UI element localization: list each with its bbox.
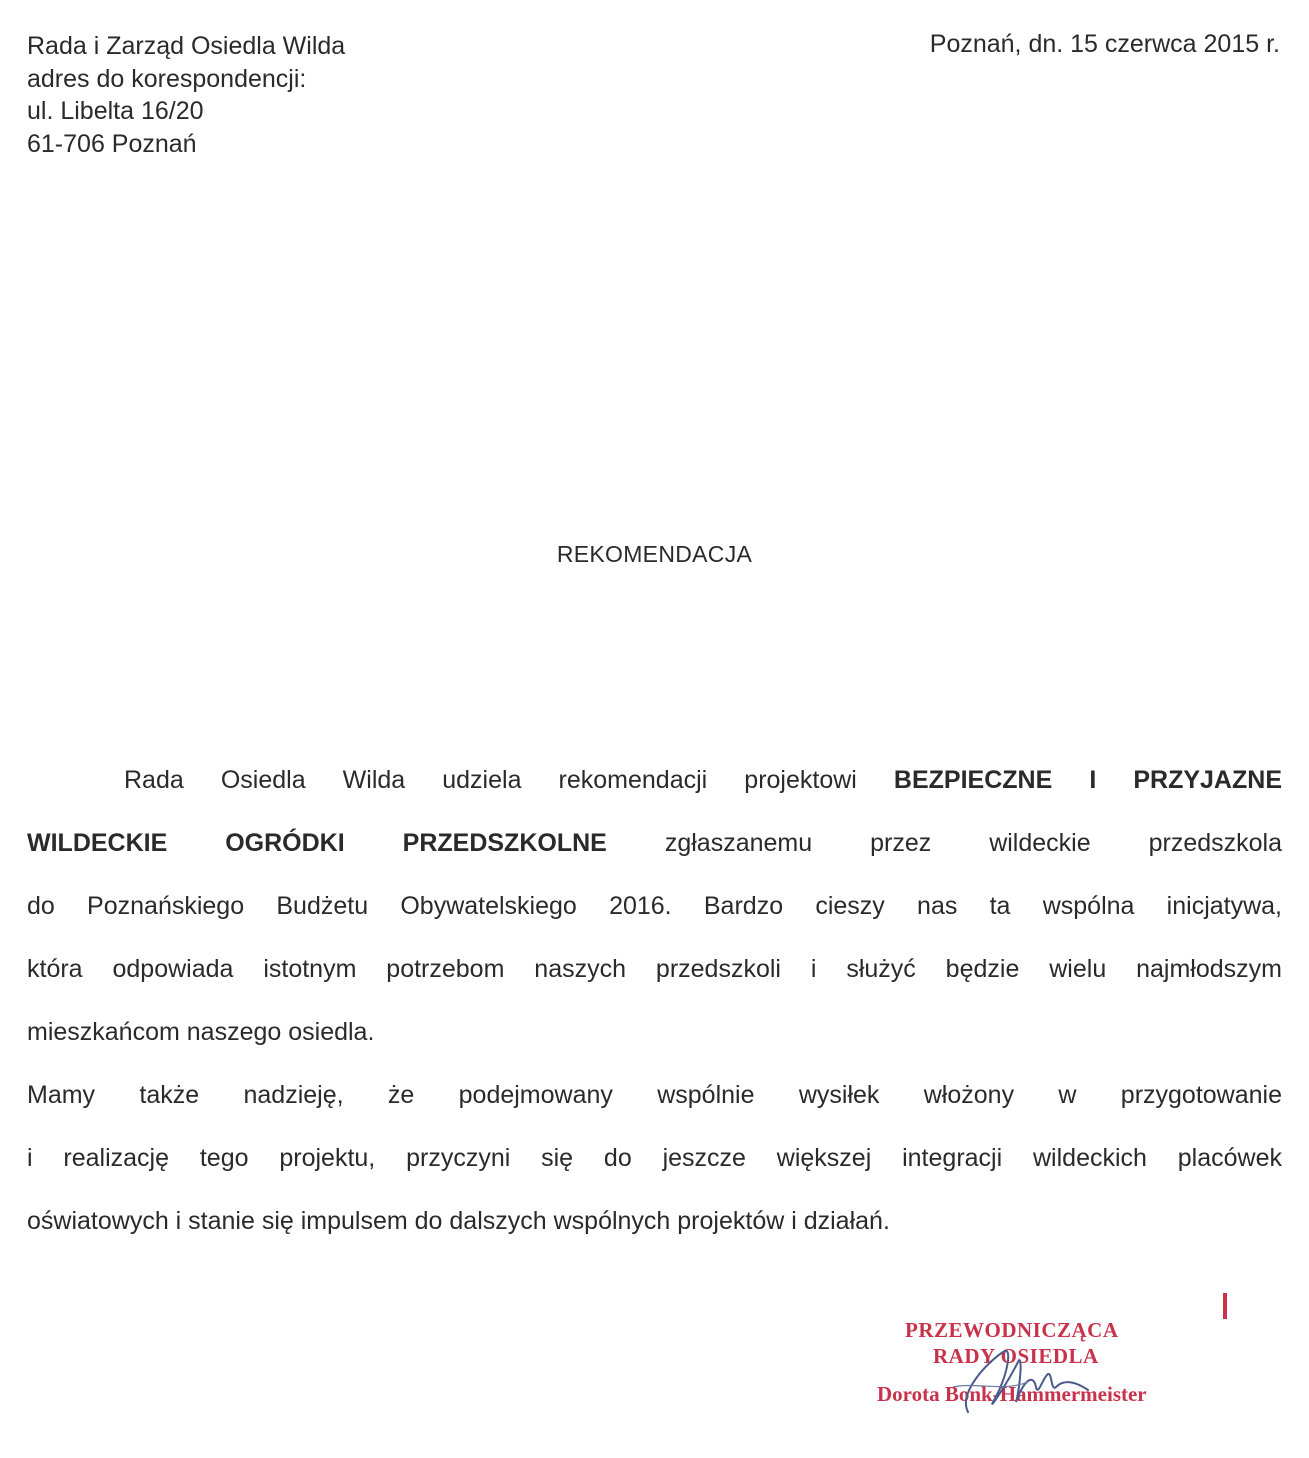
sender-line: ul. Libelta 16/20 [27,97,204,125]
body-line: do Poznańskiego Budżetu Obywatelskiego 2016. Bardzo cieszy nas ta wspólna inicjatywa, [27,892,1282,920]
body-text: zgłaszanemu przez wildeckie przedszkola [664,829,1282,857]
letter-body [27,762,1282,1266]
body-line: mieszkańcom naszego osiedla. [27,1018,375,1046]
stamp-title-line1: PRZEWODNICZĄCA [905,1318,1119,1342]
project-name-part1: BEZPIECZNE I PRZYJAZNE [893,766,1282,794]
sender-line: Rada i Zarząd Osiedla Wilda [27,32,346,60]
sender-address [27,30,345,160]
margin-mark [1223,1293,1227,1319]
letter-date: Poznań, dn. 15 czerwca 2015 r. [929,30,1280,58]
body-line: i realizację tego projektu, przyczyni się do jeszcze większej integracji wildeckich placówek [27,1144,1282,1172]
body-line: oświatowych i stanie się impulsem do dalszych wspólnych projektów i działań. [27,1207,890,1235]
stamp-title-line2: RADY OSIEDLA [933,1344,1099,1368]
body-line: która odpowiada istotnym potrzebom naszych przedszkoli i służyć będzie wielu najmłodszym [27,955,1282,983]
sender-line: adres do korespondencji: [27,64,307,93]
body-line [27,825,1282,888]
body-line [27,762,1282,825]
sender-line: 61-706 Poznań [27,129,197,158]
body-line: Mamy także nadzieję, że podejmowany wspólnie wysiłek włożony w przygotowanie [27,1081,1282,1109]
stamp-name: Dorota Bonk-Hammermeister [877,1382,1147,1406]
document-title: REKOMENDACJA [556,541,753,567]
project-name-part2: WILDECKIE OGRÓDKI PRZEDSZKOLNE [27,829,607,857]
handwritten-signature [948,1332,1108,1422]
body-text: Rada Osiedla Wilda udziela rekomendacji projektowi [124,766,857,794]
